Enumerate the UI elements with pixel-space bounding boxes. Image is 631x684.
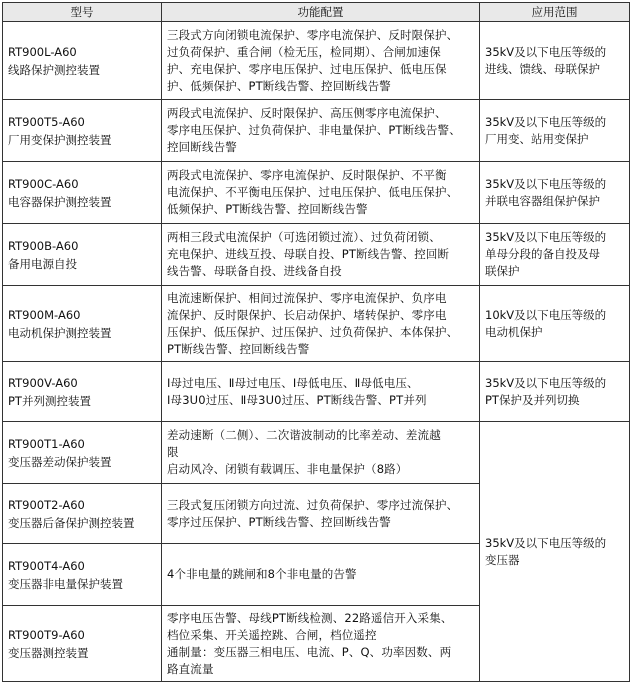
- function-line: 通制量：变压器三相电压、电流、P、Q、功率因数、两: [167, 644, 452, 659]
- scope-cell: [480, 22, 630, 100]
- scope-line: 联保护: [485, 264, 520, 278]
- scope-line: 35kV及以下电压等级的: [485, 44, 607, 59]
- header-model: 型号: [3, 3, 162, 22]
- scope-line: 35kV及以下电压等级的: [485, 535, 607, 550]
- model-code: RT900T4-A60: [8, 558, 85, 573]
- model-cell: [3, 484, 162, 544]
- function-line: 压保护、低压保护、过压保护、过负荷保护、本体保护、: [167, 324, 459, 339]
- function-line: 充电保护、进线互投、母联自投、PT断线告警、控回断: [167, 247, 450, 261]
- function-line: 电流速断保护、相间过流保护、零序电流保护、负序电: [167, 290, 447, 305]
- function-cell: [162, 484, 480, 544]
- scope-cell: [480, 362, 630, 422]
- model-cell: [3, 606, 162, 682]
- scope-cell: [480, 100, 630, 162]
- model-code: RT900C-A60: [8, 176, 79, 191]
- function-line: 两相三段式电流保护（可选闭锁过流）、过负荷闭锁、: [167, 230, 441, 244]
- scope-line: 35kV及以下电压等级的: [485, 375, 607, 390]
- function-line: 三段式方向闭锁电流保护、零序电流保护、反时限保护、: [167, 27, 459, 42]
- table-row: [3, 100, 630, 162]
- scope-cell: [480, 224, 630, 286]
- scope-line: 进线、馈线、母联保护: [485, 61, 600, 76]
- model-name: 变压器后备保护测控装置: [8, 515, 135, 530]
- function-line: Ⅰ母3U0过压、Ⅱ母3U0过压、PT断线告警、PT并列: [167, 392, 427, 407]
- model-code: RT900T9-A60: [8, 627, 85, 642]
- model-cell: [3, 422, 162, 484]
- model-name: 电动机保护测控装置: [8, 325, 112, 340]
- function-line: 三段式复压闭锁方向过流、过负荷保护、零序过流保护、: [167, 497, 459, 512]
- model-name: 变压器非电量保护装置: [8, 576, 123, 591]
- model-name: 变压器差动保护装置: [8, 454, 112, 469]
- function-line: 护、充电保护、零序电压保护、过电压保护、低电压保: [167, 61, 447, 76]
- function-line: 护、低频保护、PT断线告警、控回断线告警: [167, 78, 391, 93]
- function-line: 零序电压保护、过负荷保护、非电量保护、PT断线告警、: [167, 123, 461, 137]
- scope-line: PT保护及并列切换: [485, 392, 580, 407]
- model-name: 变压器测控装置: [8, 645, 89, 660]
- model-code: RT900V-A60: [8, 375, 78, 390]
- function-line: 电流保护、不平衡电压保护、过电压保护、低电压保护、: [167, 185, 459, 199]
- function-line: 流保护、反时限保护、长启动保护、堵转保护、零序电: [167, 307, 447, 322]
- model-cell: [3, 100, 162, 162]
- model-name: PT并列测控装置: [8, 393, 91, 408]
- model-name: 备用电源自投: [8, 256, 77, 271]
- scope-line: 35kV及以下电压等级的: [485, 176, 607, 191]
- merged-scope-cell: [480, 422, 630, 682]
- function-cell: [162, 22, 480, 100]
- scope-cell: [480, 162, 630, 224]
- model-cell: [3, 162, 162, 224]
- model-cell: [3, 544, 162, 606]
- model-cell: [3, 224, 162, 286]
- model-name: 线路保护测控装置: [8, 62, 100, 77]
- scope-line: 10kV及以下电压等级的: [485, 307, 607, 322]
- header-row: [3, 3, 630, 22]
- function-cell: [162, 422, 480, 484]
- function-line: 限: [167, 445, 179, 459]
- table-row: [3, 224, 630, 286]
- function-line: 低频保护、PT断线告警、控回断线告警: [167, 202, 368, 216]
- function-line: 路直流量: [167, 661, 214, 676]
- function-line: PT断线告警、控回断线告警: [167, 341, 310, 356]
- model-cell: [3, 22, 162, 100]
- function-line: 两段式电流保护、反时限保护、高压侧零序电流保护、: [167, 106, 447, 120]
- function-cell: [162, 362, 480, 422]
- model-code: RT900M-A60: [8, 307, 81, 322]
- function-line: 档位采集、开关遥控跳、合闸，档位遥控: [167, 627, 377, 642]
- function-cell: [162, 286, 480, 362]
- function-cell: [162, 162, 480, 224]
- table-row: [3, 362, 630, 422]
- function-cell: [162, 606, 480, 682]
- table-row: [3, 422, 630, 484]
- header-scope: 应用范围: [480, 3, 630, 22]
- function-cell: [162, 544, 480, 606]
- scope-line: 电动机保护: [485, 324, 543, 339]
- table-row: [3, 286, 630, 362]
- scope-line: 35kV及以下电压等级的: [485, 230, 607, 244]
- model-code: RT900T1-A60: [8, 436, 85, 451]
- model-code: RT900B-A60: [8, 238, 79, 253]
- function-cell: [162, 224, 480, 286]
- model-cell: [3, 286, 162, 362]
- function-line: 控回断线告警: [167, 140, 237, 154]
- scope-line: 35kV及以下电压等级的: [485, 114, 607, 129]
- model-code: RT900T5-A60: [8, 114, 85, 129]
- function-line: 过负荷保护、重合闸（检无压，检同期）、合闸加速保: [167, 44, 441, 59]
- function-line: 差动速断（二侧）、二次谐波制动的比率差动、差流越: [167, 428, 441, 442]
- model-name: 电容器保护测控装置: [8, 194, 112, 209]
- function-line: 线告警、母联备自投、进线备自投: [167, 264, 342, 278]
- product-spec-table: [2, 2, 630, 682]
- function-line: 零序过压保护、PT断线告警、控回断线告警: [167, 514, 391, 529]
- function-line: 启动风冷、闭锁有载调压、非电量保护（8路）: [167, 462, 408, 476]
- model-code: RT900L-A60: [8, 44, 77, 59]
- scope-cell: [480, 286, 630, 362]
- table-row: [3, 22, 630, 100]
- function-line: Ⅰ母过电压、Ⅱ母过电压、Ⅰ母低电压、Ⅱ母低电压、: [167, 375, 419, 390]
- scope-line: 单母分段的备自投及母: [485, 247, 600, 261]
- header-function: 功能配置: [162, 3, 480, 22]
- model-code: RT900T2-A60: [8, 497, 85, 512]
- function-line: 4个非电量的跳闸和8个非电量的告警: [167, 567, 357, 581]
- scope-line: 厂用变、站用变保护: [485, 131, 589, 146]
- scope-line: 并联电容器组保护保护: [485, 193, 600, 208]
- table-row: [3, 162, 630, 224]
- scope-line: 变压器: [485, 552, 520, 567]
- model-cell: [3, 362, 162, 422]
- function-line: 两段式电流保护、零序电流保护、反时限保护、不平衡: [167, 168, 447, 182]
- function-line: 零序电压告警、母线PT断线检测、22路遥信开入采集、: [167, 610, 453, 625]
- function-cell: [162, 100, 480, 162]
- model-name: 厂用变保护测控装置: [8, 132, 112, 147]
